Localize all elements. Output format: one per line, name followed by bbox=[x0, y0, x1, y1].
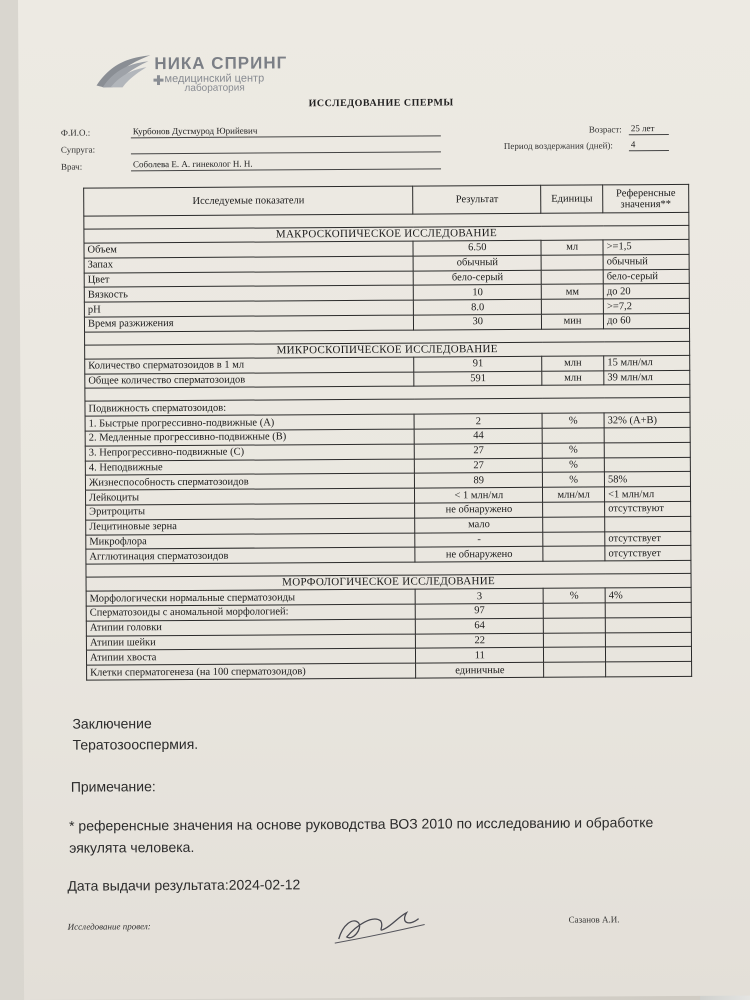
handwritten-signature bbox=[329, 903, 429, 954]
result-cell: 10 bbox=[414, 285, 542, 301]
unit-cell: % bbox=[542, 443, 604, 458]
unit-cell: % bbox=[542, 413, 604, 428]
header-units: Единицы bbox=[541, 185, 603, 213]
result-cell: 30 bbox=[414, 314, 542, 330]
logo-name: НИКА СПРИНГ bbox=[154, 53, 288, 74]
header-result: Результат bbox=[413, 185, 541, 214]
unit-cell: % bbox=[542, 457, 604, 472]
unit-cell: мм bbox=[541, 284, 603, 299]
ref-cell bbox=[605, 617, 691, 632]
result-cell: не обнаружено bbox=[415, 502, 543, 518]
issue-date: Дата выдачи результата:2024-02-12 bbox=[67, 876, 301, 894]
unit-cell bbox=[544, 662, 606, 677]
table-header-row bbox=[84, 184, 689, 216]
doctor-label: Врач: bbox=[60, 161, 83, 172]
param-cell: Лецитиновые зерна bbox=[86, 518, 416, 535]
unit-cell bbox=[543, 517, 605, 532]
signer-name: Сазанов А.И. bbox=[568, 914, 620, 925]
ref-cell bbox=[605, 516, 691, 531]
param-cell: 1. Быстрые прогрессивно-подвижные (А) bbox=[85, 414, 415, 431]
unit-cell bbox=[544, 632, 606, 647]
unit-cell bbox=[543, 546, 605, 561]
param-cell: Жизнеспособность сперматозоидов bbox=[85, 473, 415, 490]
unit-cell: % bbox=[543, 472, 605, 487]
age-value: 25 лет bbox=[629, 123, 669, 135]
ref-cell bbox=[606, 647, 692, 662]
param-cell: 3. Непрогрессивно-подвижные (С) bbox=[85, 444, 415, 461]
unit-cell: % bbox=[543, 588, 605, 603]
logo-subtitle-center: медицинский центр bbox=[164, 72, 265, 86]
clinic-logo bbox=[94, 50, 354, 96]
param-cell: Эритроциты bbox=[86, 503, 416, 520]
param-cell: Цвет bbox=[84, 271, 414, 288]
conclusion-text: Тератозооспермия. bbox=[72, 735, 199, 753]
unit-cell: млн/мл bbox=[543, 487, 605, 502]
unit-cell: млн bbox=[542, 356, 604, 371]
ref-cell: <1 млн/мл bbox=[605, 487, 691, 502]
result-cell: 89 bbox=[415, 473, 543, 489]
result-cell: 6.50 bbox=[413, 240, 541, 256]
ref-cell: отсутствует bbox=[605, 531, 691, 546]
conducted-label: Исследование провел: bbox=[67, 921, 151, 932]
ref-cell: >=7,2 bbox=[603, 299, 689, 314]
abstinence-value: 4 bbox=[629, 139, 669, 151]
ref-cell: отсутствуют bbox=[605, 501, 691, 516]
result-cell: 591 bbox=[414, 371, 542, 387]
result-cell: 3 bbox=[416, 588, 544, 604]
ref-cell bbox=[605, 632, 691, 647]
table-row bbox=[87, 662, 692, 680]
swoosh-logo-icon bbox=[94, 51, 152, 91]
section-micro-title: МИКРОСКОПИЧЕСКОЕ ИССЛЕДОВАНИЕ bbox=[85, 341, 690, 359]
ref-cell: >=1,5 bbox=[603, 239, 689, 254]
header-ref-line1: Референсные bbox=[615, 187, 676, 199]
result-cell: обычный bbox=[414, 255, 542, 271]
unit-cell bbox=[541, 270, 603, 285]
ref-cell: до 60 bbox=[604, 313, 690, 328]
result-cell: 64 bbox=[416, 618, 544, 634]
ref-cell: до 20 bbox=[603, 284, 689, 299]
ref-cell bbox=[604, 427, 690, 442]
unit-cell bbox=[541, 299, 603, 314]
param-cell: Морфологически нормальные сперматозоиды bbox=[86, 589, 416, 606]
conclusion-label: Заключение bbox=[72, 715, 152, 732]
unit-cell bbox=[543, 603, 605, 618]
result-cell: мало bbox=[415, 517, 543, 533]
ref-cell bbox=[605, 602, 691, 617]
ref-cell bbox=[604, 457, 690, 472]
ref-cell bbox=[606, 662, 692, 677]
result-cell: 97 bbox=[416, 603, 544, 619]
document-title: ИССЛЕДОВАНИЕ СПЕРМЫ bbox=[308, 97, 454, 110]
abstinence-label: Период воздержания (дней): bbox=[503, 140, 613, 152]
ref-cell bbox=[604, 442, 690, 457]
note-label: Примечание: bbox=[70, 778, 156, 795]
param-cell: 2. Медленные прогрессивно-подвижные (В) bbox=[85, 429, 415, 446]
result-cell: бело-серый bbox=[414, 270, 542, 286]
result-cell: 44 bbox=[415, 428, 543, 444]
param-cell: Запах bbox=[84, 256, 414, 273]
result-cell: < 1 млн/мл bbox=[415, 487, 543, 503]
section-morph-title: МОРФОЛОГИЧЕСКОЕ ИССЛЕДОВАНИЕ bbox=[86, 574, 691, 592]
param-cell: Лейкоциты bbox=[85, 488, 415, 505]
result-cell: 27 bbox=[415, 443, 543, 459]
result-cell: 22 bbox=[416, 633, 544, 649]
header-ref-line2: значения** bbox=[620, 198, 672, 210]
note-line2: эякулята человека. bbox=[69, 838, 195, 856]
medical-cross-icon bbox=[153, 75, 163, 85]
note-line1: * референсные значения на основе руководства ВОЗ 2010 по исследованию и обработке bbox=[68, 814, 654, 834]
param-cell: Атипии головки bbox=[86, 619, 416, 636]
ref-cell: 4% bbox=[605, 588, 691, 603]
unit-cell bbox=[543, 502, 605, 517]
logo-subtitle-lab: лаборатория bbox=[184, 82, 245, 94]
unit-cell bbox=[542, 428, 604, 443]
param-cell: Клетки сперматогенеза (на 100 сперматозоидов) bbox=[87, 663, 417, 680]
ref-cell: 15 млн/мл bbox=[604, 355, 690, 370]
param-cell: Микрофлора bbox=[86, 533, 416, 550]
ref-cell: бело-серый bbox=[603, 269, 689, 284]
param-cell: Время разжижения bbox=[84, 315, 414, 332]
unit-cell bbox=[543, 531, 605, 546]
ref-cell: 39 млн/мл bbox=[604, 370, 690, 385]
param-cell: Атипии хвоста bbox=[86, 648, 416, 665]
result-cell: не обнаружено bbox=[415, 547, 543, 563]
result-cell: 27 bbox=[415, 458, 543, 474]
param-cell: Объем bbox=[84, 241, 414, 258]
param-cell: Агглютинация сперматозоидов bbox=[86, 547, 416, 564]
result-cell: единичные bbox=[416, 662, 544, 678]
unit-cell: мин bbox=[542, 314, 604, 329]
param-cell: Сперматозоиды с аномальной морфологией: bbox=[86, 604, 416, 621]
unit-cell bbox=[544, 647, 606, 662]
doctor-value: Соболева Е. А. гинеколог Н. Н. bbox=[131, 157, 441, 171]
result-cell: 11 bbox=[416, 648, 544, 664]
param-cell: Вязкость bbox=[84, 285, 414, 302]
header-ref bbox=[603, 184, 689, 213]
ref-cell: 32% (А+В) bbox=[604, 413, 690, 428]
param-cell: Общее количество сперматозоидов bbox=[85, 372, 415, 389]
result-cell: 8.0 bbox=[414, 299, 542, 315]
unit-cell bbox=[541, 255, 603, 270]
unit-cell: мл bbox=[541, 240, 603, 255]
ref-cell: 58% bbox=[604, 472, 690, 487]
section-macro-title: МАКРОСКОПИЧЕСКОЕ ИССЛЕДОВАНИЕ bbox=[84, 225, 689, 243]
spouse-value bbox=[131, 140, 441, 154]
param-cell: Атипии шейки bbox=[86, 634, 416, 651]
result-cell: 2 bbox=[414, 413, 542, 429]
result-cell: - bbox=[415, 532, 543, 548]
age-label: Возраст: bbox=[588, 124, 622, 135]
param-cell: 4. Неподвижные bbox=[85, 459, 415, 476]
header-param: Исследуемые показатели bbox=[84, 186, 414, 216]
param-cell: Количество сперматозоидов в 1 мл bbox=[85, 357, 415, 374]
param-cell: pH bbox=[84, 300, 414, 317]
unit-cell bbox=[543, 618, 605, 633]
motility-title: Подвижность сперматозоидов: bbox=[85, 398, 690, 416]
spouse-label: Супруга: bbox=[60, 144, 96, 155]
ref-cell: отсутствует bbox=[605, 546, 691, 561]
paper-sheet bbox=[18, 0, 750, 1000]
ref-cell: обычный bbox=[603, 254, 689, 269]
fio-label: Ф.И.О.: bbox=[60, 127, 91, 138]
unit-cell: млн bbox=[542, 371, 604, 386]
results-table bbox=[83, 184, 692, 681]
fio-value: Курбонов Дустмурод Юрийевич bbox=[131, 124, 441, 138]
result-cell: 91 bbox=[414, 356, 542, 372]
